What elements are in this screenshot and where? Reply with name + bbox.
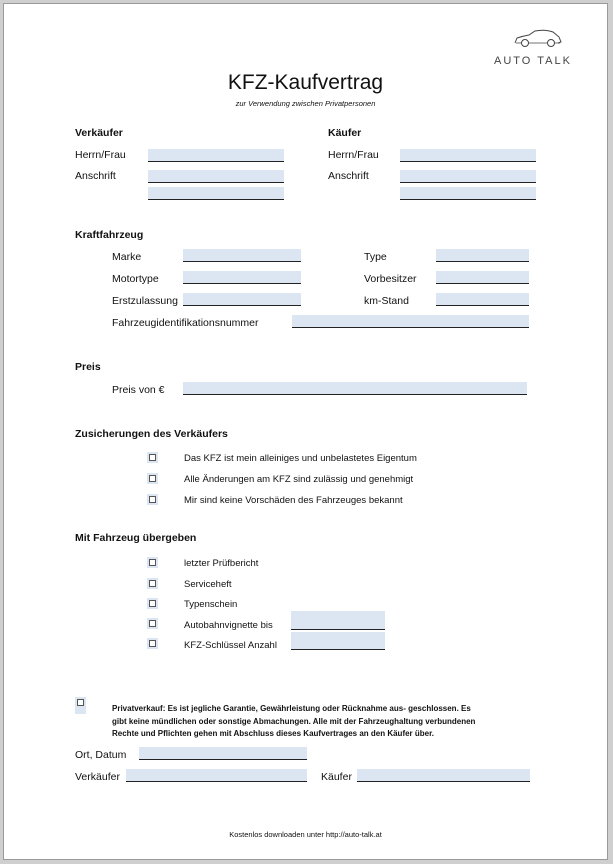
buyer-signature-field[interactable] xyxy=(357,769,530,782)
brand-logo-text: AUTO TALK xyxy=(494,55,572,67)
buyer-address-field-2[interactable] xyxy=(400,187,536,200)
assurance-label-1: Das KFZ ist mein alleiniges und unbelastetes Eigentum xyxy=(184,453,417,464)
mileage-label: km-Stand xyxy=(364,295,409,307)
seller-signature-label: Verkäufer xyxy=(75,771,120,783)
buyer-address-field-1[interactable] xyxy=(400,170,536,183)
assurance-checkbox-1[interactable] xyxy=(147,452,158,463)
handover-label-keys: KFZ-Schlüssel Anzahl xyxy=(184,640,277,651)
document-title: KFZ-Kaufvertrag xyxy=(227,71,384,94)
price-label: Preis von € xyxy=(112,384,165,396)
handover-heading: Mit Fahrzeug übergeben xyxy=(75,532,197,544)
handover-label-inspection: letzter Prüfbericht xyxy=(184,558,259,569)
buyer-name-field[interactable] xyxy=(400,149,536,162)
handover-checkbox-inspection[interactable] xyxy=(147,557,158,568)
seller-address-field-2[interactable] xyxy=(148,187,284,200)
seller-address-label: Anschrift xyxy=(75,170,116,182)
seller-name-label: Herrn/Frau xyxy=(75,149,126,161)
first-registration-label: Erstzulassung xyxy=(112,295,178,307)
previous-owner-field[interactable] xyxy=(436,271,529,284)
handover-label-typecert: Typenschein xyxy=(184,599,238,610)
document-subtitle: zur Verwendung zwischen Privatpersonen xyxy=(235,99,376,108)
private-sale-line-3: Rechte und Pflichten gehen mit Abschluss dieses Kaufvertrages an den Käufer über. xyxy=(112,729,435,738)
car-logo-icon xyxy=(513,28,563,50)
assurance-checkbox-2[interactable] xyxy=(147,473,158,484)
place-date-label: Ort, Datum xyxy=(75,749,127,761)
contract-page xyxy=(3,3,608,860)
price-heading: Preis xyxy=(75,361,101,373)
first-registration-field[interactable] xyxy=(183,293,301,306)
buyer-name-label: Herrn/Frau xyxy=(328,149,379,161)
private-sale-text xyxy=(112,703,475,741)
type-field[interactable] xyxy=(436,249,529,262)
seller-name-field[interactable] xyxy=(148,149,284,162)
assurance-label-2: Alle Änderungen am KFZ sind zulässig und genehmigt xyxy=(184,474,414,485)
handover-checkbox-typecert[interactable] xyxy=(147,598,158,609)
buyer-heading: Käufer xyxy=(328,127,362,139)
buyer-address-label: Anschrift xyxy=(328,170,369,182)
engine-type-label: Motortype xyxy=(112,273,159,285)
handover-checkbox-keys[interactable] xyxy=(147,638,158,649)
footer-text: Kostenlos downloaden unter http://auto-talk.at xyxy=(229,830,382,839)
brand-label: Marke xyxy=(112,251,142,263)
vin-field[interactable] xyxy=(292,315,529,328)
place-date-field[interactable] xyxy=(139,747,307,760)
mileage-field[interactable] xyxy=(436,293,529,306)
assurance-label-3: Mir sind keine Vorschäden des Fahrzeuges bekannt xyxy=(184,495,403,506)
assurance-checkbox-3[interactable] xyxy=(147,494,158,505)
price-field[interactable] xyxy=(183,382,527,395)
previous-owner-label: Vorbesitzer xyxy=(364,273,417,285)
engine-type-field[interactable] xyxy=(183,271,301,284)
seller-heading: Verkäufer xyxy=(75,127,123,139)
vehicle-heading: Kraftfahrzeug xyxy=(75,229,144,241)
private-sale-line-1: Privatverkauf: Es ist jegliche Garantie, Gewährleistung oder Rücknahme aus- geschlossen. Es xyxy=(112,704,471,713)
vin-label: Fahrzeugidentifikationsnummer xyxy=(112,317,259,329)
private-sale-checkbox[interactable] xyxy=(75,697,86,714)
vignette-until-field[interactable] xyxy=(291,611,385,630)
key-count-field[interactable] xyxy=(291,632,385,650)
brand-field[interactable] xyxy=(183,249,301,262)
assurances-heading: Zusicherungen des Verkäufers xyxy=(75,428,228,440)
seller-address-field-1[interactable] xyxy=(148,170,284,183)
handover-label-vignette: Autobahnvignette bis xyxy=(184,620,273,631)
handover-checkbox-vignette[interactable] xyxy=(147,618,158,629)
handover-checkbox-servicebook[interactable] xyxy=(147,578,158,589)
private-sale-line-2: gibt keine mündlichen oder sonstige Abmachungen. Alle mit der Fahrzeughaltung verbundenen xyxy=(112,716,476,726)
seller-signature-field[interactable] xyxy=(126,769,307,782)
type-label: Type xyxy=(364,251,387,263)
handover-label-servicebook: Serviceheft xyxy=(184,579,232,590)
buyer-signature-label: Käufer xyxy=(321,771,352,783)
